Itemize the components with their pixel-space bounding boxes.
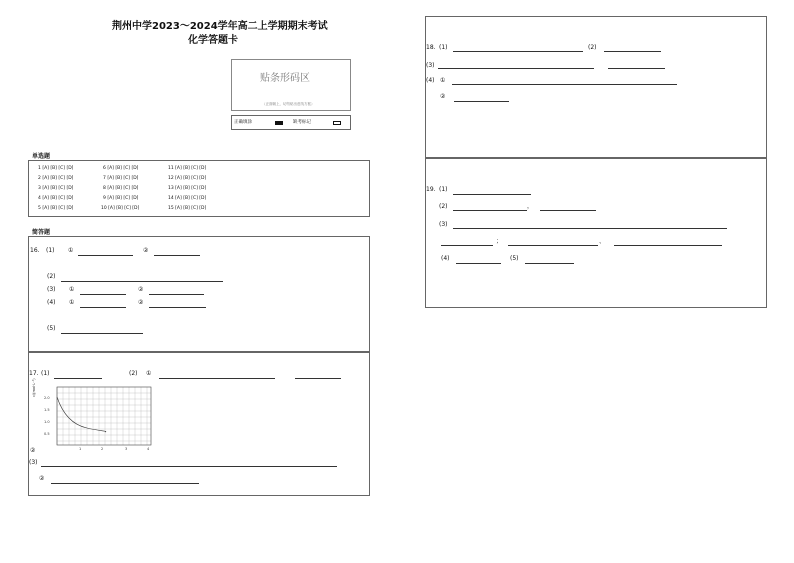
q16-p4-c2: ② <box>138 299 144 306</box>
barcode-note: （正面朝上，切勿贴出虚线方框） <box>262 102 315 106</box>
q19-p4-line[interactable] <box>456 263 501 264</box>
q16-part4: (4) <box>47 299 56 306</box>
barcode-area <box>231 59 351 111</box>
q17-graph-ylabel: c/(mol·L⁻¹) <box>32 378 36 397</box>
q16-p4-c1-line[interactable] <box>80 307 126 308</box>
q17-xtick-1: 1 <box>79 447 82 451</box>
q16-p2-line[interactable] <box>61 281 223 282</box>
q17-ytick-2: 1.5 <box>44 408 50 412</box>
choice-2[interactable]: 2 [A] [B] [C] [D] <box>38 176 74 181</box>
q16-p3-c1-line[interactable] <box>80 294 126 295</box>
q18-part2: (2) <box>588 44 597 51</box>
choice-10[interactable]: 10 [A] [B] [C] [D] <box>101 206 140 211</box>
correct-fill-mark <box>275 121 283 125</box>
single-choice-heading: 单选题 <box>32 153 51 160</box>
q18-p3-line-1[interactable] <box>438 68 594 69</box>
q16-p3-c2-line[interactable] <box>149 294 204 295</box>
choice-5[interactable]: 5 [A] [B] [C] [D] <box>38 206 74 211</box>
q17-p1-line[interactable] <box>54 378 102 379</box>
q19-p2-comma: ， <box>527 203 534 210</box>
q17-p3-c2-line[interactable] <box>51 483 199 484</box>
mark-legend <box>231 115 351 130</box>
q19-p3-semicolon: ； <box>496 238 503 245</box>
q17-part3: (3) <box>29 459 38 466</box>
choice-4[interactable]: 4 [A] [B] [C] [D] <box>38 196 74 201</box>
choice-7[interactable]: 7 [A] [B] [C] [D] <box>103 176 139 181</box>
choice-13[interactable]: 13 [A] [B] [C] [D] <box>168 186 207 191</box>
q16-part1: (1) <box>46 247 55 254</box>
q16-p1-c1: ① <box>68 247 74 254</box>
q16-p3-c1: ① <box>69 286 75 293</box>
choice-1[interactable]: 1 [A] [B] [C] [D] <box>38 166 74 171</box>
q17-ytick-4: 0.5 <box>44 432 50 436</box>
q16-p4-c2-line[interactable] <box>149 307 206 308</box>
q17-graph-curve <box>57 397 106 432</box>
q18-p4-c2-line[interactable] <box>454 101 509 102</box>
q17-xtick-2: 2 <box>101 447 104 451</box>
missing-label: 缺考标记 <box>293 120 311 125</box>
q18-p1-line[interactable] <box>453 51 583 52</box>
q18-part1: (1) <box>439 44 448 51</box>
q17-ytick-1: 2.0 <box>44 396 50 400</box>
q19-part5: (5) <box>510 255 519 262</box>
q16-p3-c2: ② <box>138 286 144 293</box>
barcode-label: 贴条形码区 <box>260 73 310 84</box>
q19-p3-line-4[interactable] <box>614 245 722 246</box>
q16-p1-c1-line[interactable] <box>78 255 133 256</box>
q18-p2-line[interactable] <box>604 51 661 52</box>
single-choice-box <box>28 160 370 217</box>
missing-mark <box>333 121 341 125</box>
q17-p2-c1: ① <box>146 370 152 377</box>
q19-p3-line-1[interactable] <box>453 228 727 229</box>
q19-part4: (4) <box>441 255 450 262</box>
choice-14[interactable]: 14 [A] [B] [C] [D] <box>168 196 207 201</box>
q17-p2-c1-line[interactable] <box>159 378 275 379</box>
q17-p2-c2: ② <box>30 447 36 454</box>
q17-graph <box>43 381 155 451</box>
q18-box <box>425 16 767 158</box>
q17-part1: (1) <box>41 370 50 377</box>
choice-9[interactable]: 9 [A] [B] [C] [D] <box>103 196 139 201</box>
q16-part3: (3) <box>47 286 56 293</box>
q18-p3-line-2[interactable] <box>608 68 665 69</box>
q17-graph-grid <box>57 387 151 445</box>
q18-p4-c2: ② <box>440 93 446 100</box>
q16-p4-c1: ① <box>69 299 75 306</box>
choice-15[interactable]: 15 [A] [B] [C] [D] <box>168 206 207 211</box>
q19-p3-line-2[interactable] <box>441 245 493 246</box>
q19-part3: (3) <box>439 221 448 228</box>
q17-p2-extra-line[interactable] <box>295 378 341 379</box>
correct-fill-label: 正确填涂 <box>234 120 252 125</box>
q18-p4-c1: ① <box>440 77 446 84</box>
q19-p5-line[interactable] <box>525 263 574 264</box>
q19-box <box>425 158 767 308</box>
q16-box <box>28 236 370 352</box>
q16-part5: (5) <box>47 325 56 332</box>
q17-graph-frame <box>57 387 151 445</box>
q18-number: 18. <box>426 44 436 51</box>
q19-p2-line-1[interactable] <box>453 210 527 211</box>
q17-box <box>28 352 370 496</box>
q17-p3-c1-line[interactable] <box>41 466 337 467</box>
q16-p1-c2: ② <box>143 247 149 254</box>
q17-xtick-4: 4 <box>147 447 150 451</box>
q19-part2: (2) <box>439 203 448 210</box>
exam-title: 荆州中学2023～2024学年高二上学期期末考试 <box>112 21 328 32</box>
choice-11[interactable]: 11 [A] [B] [C] [D] <box>168 166 207 171</box>
q16-p1-c2-line[interactable] <box>154 255 200 256</box>
q19-number: 19. <box>426 186 436 193</box>
q16-number: 16. <box>30 247 40 254</box>
q17-xtick-3: 3 <box>125 447 128 451</box>
q19-p3-line-3[interactable] <box>508 245 598 246</box>
choice-12[interactable]: 12 [A] [B] [C] [D] <box>168 176 207 181</box>
choice-6[interactable]: 6 [A] [B] [C] [D] <box>103 166 139 171</box>
q17-p3-c2: ② <box>39 475 45 482</box>
q18-p4-c1-line[interactable] <box>452 84 677 85</box>
q19-part1: (1) <box>439 186 448 193</box>
q19-p2-line-2[interactable] <box>540 210 596 211</box>
q18-part3: (3) <box>426 62 435 69</box>
q19-p1-line[interactable] <box>453 194 531 195</box>
q17-number: 17. <box>29 370 39 377</box>
q16-part2: (2) <box>47 273 56 280</box>
short-answer-heading: 简答题 <box>32 229 51 236</box>
q17-ytick-3: 1.0 <box>44 420 50 424</box>
q17-part2: (2) <box>129 370 138 377</box>
exam-subtitle: 化学答题卡 <box>188 35 238 46</box>
q16-p5-line[interactable] <box>61 333 143 334</box>
q19-p3-dun: 、 <box>599 238 606 245</box>
q18-part4: (4) <box>426 77 435 84</box>
choice-8[interactable]: 8 [A] [B] [C] [D] <box>103 186 139 191</box>
choice-3[interactable]: 3 [A] [B] [C] [D] <box>38 186 74 191</box>
